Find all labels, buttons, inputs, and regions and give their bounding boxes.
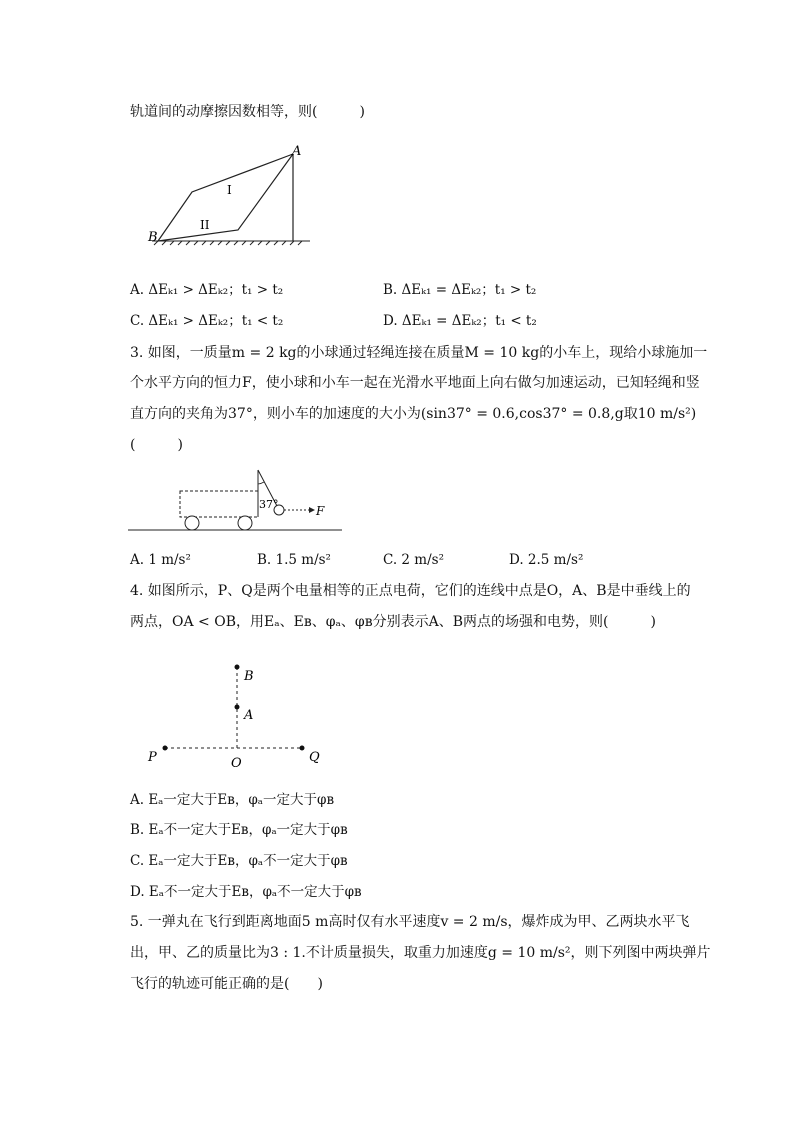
q3-option-b[interactable]: B. 1.5 m/s² <box>257 552 331 568</box>
q2-option-b[interactable]: B. ΔEₖ₁ = ΔEₖ₂；t₁ > t₂ <box>383 282 537 298</box>
q3-stem-line2: 个水平方向的恒力F，使小球和小车一起在光滑水平地面上向右做匀加速运动，已知轻绳和竖 <box>130 375 700 391</box>
q2-option-d[interactable]: D. ΔEₖ₁ = ΔEₖ₂；t₁ < t₂ <box>383 313 537 329</box>
q3-option-c[interactable]: C. 2 m/s² <box>383 552 445 568</box>
q3-angle-label: 37° <box>259 498 279 511</box>
q3-figure <box>128 466 344 536</box>
q4-label-B: B <box>244 669 254 684</box>
q5-stem-line1: 5. 一弹丸在飞行到距离地面5 m高时仅有水平速度v = 2 m/s，爆炸成为甲、乙两块水平飞 <box>130 914 690 930</box>
q2-option-a[interactable]: A. ΔEₖ₁ > ΔEₖ₂；t₁ > t₂ <box>130 282 284 298</box>
q2-label-I: I <box>227 183 232 197</box>
q2-stem-tail: 轨道间的动摩擦因数相等，则( ) <box>130 104 365 120</box>
q4-option-b[interactable]: B. Eₐ不一定大于Eʙ，φₐ一定大于φʙ <box>130 822 348 838</box>
q3-stem-line3: 直方向的夹角为37°，则小车的加速度的大小为(sin37° = 0.6,cos37° = 0.8,g取10 m/s²) <box>130 406 697 422</box>
q4-option-d[interactable]: D. Eₐ不一定大于Eʙ，φₐ不一定大于φʙ <box>130 884 362 900</box>
q3-option-d[interactable]: D. 2.5 m/s² <box>509 552 584 568</box>
q2-label-B: B <box>148 230 158 245</box>
q4-option-c[interactable]: C. Eₐ一定大于Eʙ，φₐ不一定大于φʙ <box>130 853 348 869</box>
q5-stem-line2: 出，甲、乙的质量比为3 : 1.不计质量损失，取重力加速度g = 10 m/s²，则下列图中两块弹片 <box>130 945 711 961</box>
q2-label-II: II <box>200 218 210 232</box>
q4-option-a[interactable]: A. Eₐ一定大于Eʙ，φₐ一定大于φʙ <box>130 792 335 808</box>
q4-label-A: A <box>244 708 254 723</box>
q4-figure <box>140 655 340 775</box>
q3-stem-line4: ( ) <box>130 437 183 453</box>
q4-stem-line2: 两点，OA < OB，用Eₐ、Eʙ、φₐ、φʙ分别表示A、B两点的场强和电势，则( ) <box>130 614 656 630</box>
q3-stem-line1: 3. 如图，一质量m = 2 kg的小球通过轻绳连接在质量M = 10 kg的小车上，现给小球施加一 <box>130 345 708 361</box>
q5-stem-line3: 飞行的轨迹可能正确的是( ) <box>130 976 323 992</box>
q3-option-a[interactable]: A. 1 m/s² <box>130 552 191 568</box>
q2-label-A: A <box>292 144 302 159</box>
q4-label-O: O <box>231 756 242 771</box>
q4-label-P: P <box>148 750 157 765</box>
q4-stem-line1: 4. 如图所示，P、Q是两个电量相等的正点电荷，它们的连线中点是O，A、B是中垂线上的 <box>130 583 691 599</box>
q2-option-c[interactable]: C. ΔEₖ₁ > ΔEₖ₂；t₁ < t₂ <box>130 313 284 329</box>
q3-force-label: F <box>316 504 325 518</box>
q4-label-Q: Q <box>309 750 320 765</box>
q2-figure <box>140 140 320 250</box>
